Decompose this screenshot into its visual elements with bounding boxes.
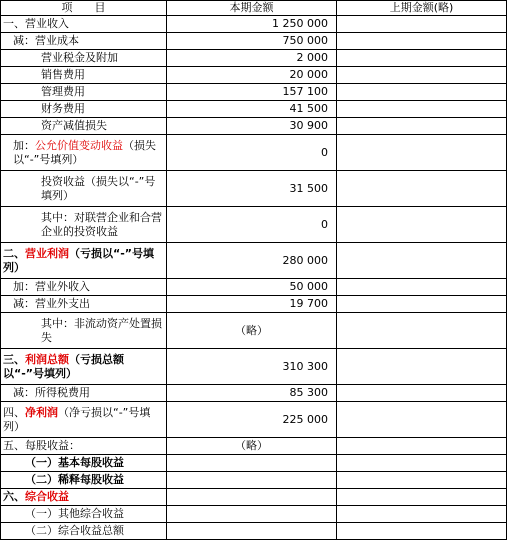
row-item-highlight: 利润总额 [25, 352, 69, 366]
row-current-amount: （略） [167, 438, 337, 455]
row-item-text: 其中：非流动资产处置损失 [41, 316, 162, 344]
table-row [1, 523, 507, 540]
row-item-label [1, 385, 167, 402]
row-current-amount: 750 000 [167, 33, 337, 50]
row-item-label [1, 84, 167, 101]
row-item-text: 财务费用 [41, 102, 85, 115]
row-item-text: 销售费用 [41, 68, 85, 81]
row-current-amount [167, 455, 337, 472]
table-row [1, 207, 507, 243]
row-item-label [1, 101, 167, 118]
row-item-highlight: 公允价值变动收益 [35, 138, 123, 152]
table-row [1, 84, 507, 101]
row-current-amount: 310 300 [167, 349, 337, 385]
row-item-highlight: 营业利润 [25, 246, 69, 260]
row-item-text: （损失以“-”号填列） [13, 138, 156, 166]
row-current-amount: 19 700 [167, 296, 337, 313]
row-previous-amount [337, 279, 507, 296]
row-item-label [1, 438, 167, 455]
row-item-highlight: 综合收益 [25, 490, 69, 503]
table-row [1, 50, 507, 67]
row-current-amount: 30 900 [167, 118, 337, 135]
row-item-label [1, 472, 167, 489]
row-item-label [1, 243, 167, 279]
row-item-label [1, 455, 167, 472]
row-previous-amount [337, 243, 507, 279]
row-item-label [1, 279, 167, 296]
table-row [1, 438, 507, 455]
row-current-amount: 280 000 [167, 243, 337, 279]
table-row [1, 455, 507, 472]
row-current-amount: 50 000 [167, 279, 337, 296]
row-current-amount [167, 489, 337, 506]
row-item-text: 投资收益（损失以“-”号填列） [41, 174, 156, 202]
row-current-amount: 157 100 [167, 84, 337, 101]
row-item-text: （二）综合收益总额 [25, 524, 124, 537]
table-row [1, 171, 507, 207]
table-row [1, 472, 507, 489]
row-previous-amount [337, 296, 507, 313]
row-previous-amount [337, 489, 507, 506]
row-item-label [1, 402, 167, 438]
table-row [1, 118, 507, 135]
row-item-text: （亏损总额以“-”号填列） [3, 352, 124, 380]
table-row [1, 33, 507, 50]
row-current-amount: 41 500 [167, 101, 337, 118]
row-item-text: 减：营业外支出 [13, 297, 90, 310]
row-previous-amount [337, 506, 507, 523]
row-previous-amount [337, 171, 507, 207]
row-previous-amount [337, 349, 507, 385]
row-item-text: 营业税金及附加 [41, 51, 118, 64]
row-current-amount [167, 472, 337, 489]
table-row [1, 349, 507, 385]
table-row [1, 385, 507, 402]
table-row [1, 243, 507, 279]
row-current-amount [167, 523, 337, 540]
row-previous-amount [337, 16, 507, 33]
row-item-label [1, 489, 167, 506]
header-current-amount: 本期金额 [167, 1, 337, 16]
table-row [1, 489, 507, 506]
row-item-text: 减：营业成本 [13, 34, 79, 47]
row-item-label [1, 50, 167, 67]
table-row [1, 135, 507, 171]
row-current-amount: 1 250 000 [167, 16, 337, 33]
row-item-label [1, 171, 167, 207]
row-item-label [1, 296, 167, 313]
row-item-label [1, 16, 167, 33]
row-item-text: 减：所得税费用 [13, 386, 90, 399]
table-row [1, 402, 507, 438]
row-current-amount: 85 300 [167, 385, 337, 402]
row-item-label [1, 523, 167, 540]
row-item-label [1, 207, 167, 243]
row-previous-amount [337, 84, 507, 101]
row-item-label [1, 118, 167, 135]
row-item-text: 其中：对联营企业和合营企业的投资收益 [41, 210, 162, 238]
row-item-label [1, 349, 167, 385]
row-previous-amount [337, 402, 507, 438]
row-item-text: 加：营业外收入 [13, 280, 90, 293]
table-row [1, 279, 507, 296]
row-item-text: （亏损以“-”号填列） [3, 246, 155, 274]
row-item-text: 三、 [3, 352, 25, 366]
header-item: 项 目 [1, 1, 167, 16]
row-item-text: 五、每股收益： [3, 439, 80, 452]
row-item-text: （一）其他综合收益 [25, 507, 124, 520]
table-row [1, 506, 507, 523]
table-row [1, 313, 507, 349]
row-item-text: （二）稀释每股收益 [25, 473, 124, 486]
row-previous-amount [337, 101, 507, 118]
row-previous-amount [337, 33, 507, 50]
row-item-text: （净亏损以“-”号填列） [3, 405, 151, 433]
row-item-label [1, 67, 167, 84]
row-item-text: 四、 [3, 405, 25, 419]
row-item-text: 加： [13, 138, 35, 152]
row-current-amount [167, 506, 337, 523]
row-current-amount: 0 [167, 135, 337, 171]
row-previous-amount [337, 523, 507, 540]
row-item-text: 一、营业收入 [3, 17, 69, 30]
row-item-label [1, 33, 167, 50]
row-current-amount: 20 000 [167, 67, 337, 84]
row-previous-amount [337, 472, 507, 489]
row-item-text: 管理费用 [41, 85, 85, 98]
header-previous-amount: 上期金额(略) [337, 1, 507, 16]
row-previous-amount [337, 438, 507, 455]
row-previous-amount [337, 207, 507, 243]
row-current-amount: 31 500 [167, 171, 337, 207]
row-previous-amount [337, 135, 507, 171]
row-previous-amount [337, 50, 507, 67]
table-row [1, 67, 507, 84]
row-previous-amount [337, 455, 507, 472]
row-item-text: 资产减值损失 [41, 119, 107, 132]
row-current-amount: （略） [167, 313, 337, 349]
row-item-text: （一）基本每股收益 [25, 456, 124, 469]
table-row [1, 101, 507, 118]
table-row [1, 16, 507, 33]
row-item-text: 二、 [3, 246, 25, 260]
row-item-highlight: 净利润 [25, 405, 58, 419]
row-previous-amount [337, 385, 507, 402]
row-previous-amount [337, 313, 507, 349]
row-item-label [1, 135, 167, 171]
row-current-amount: 0 [167, 207, 337, 243]
header-row [1, 1, 507, 16]
row-current-amount: 225 000 [167, 402, 337, 438]
row-previous-amount [337, 67, 507, 84]
row-previous-amount [337, 118, 507, 135]
row-item-label [1, 506, 167, 523]
row-item-label [1, 313, 167, 349]
table-row [1, 296, 507, 313]
row-current-amount: 2 000 [167, 50, 337, 67]
row-item-text: 六、 [3, 490, 25, 503]
